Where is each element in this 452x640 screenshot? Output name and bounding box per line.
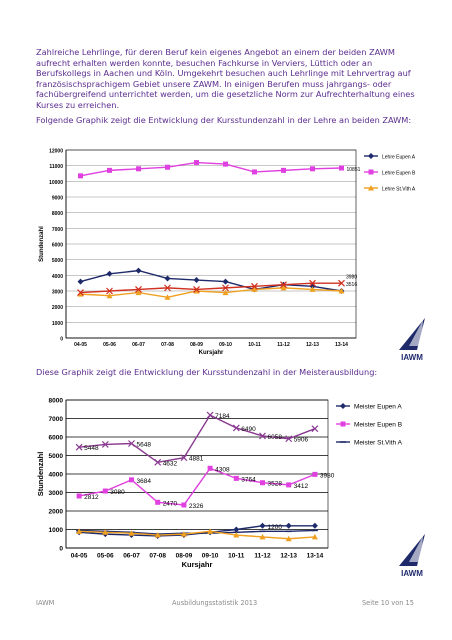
chart2-legend-2-label: Meister St.Vith A — [354, 439, 402, 447]
chart2-data-label-12: 2326 — [188, 502, 204, 510]
chart2-data-label-3: 4881 — [188, 455, 204, 463]
chart1-data-label-2: 3516 — [346, 281, 358, 288]
chart1-xtick-2: 06-07 — [132, 342, 145, 348]
chart2-series-1-point-1 — [103, 489, 108, 494]
chart2-series-1-point-2 — [129, 477, 134, 482]
chart2-series-1-point-9 — [312, 472, 317, 477]
chart1-xtick-3: 07-08 — [161, 342, 174, 348]
paragraph-chart2-caption: Diese Graphik zeigt die Entwicklung der Kursstundenzahl in der Meisterausbildung: — [36, 367, 378, 377]
chart2-legend-1-label: Meister Eupen B — [354, 421, 403, 429]
chart-lehre-kursstunden — [34, 140, 444, 356]
chart2-xtick-7: 11-12 — [254, 552, 271, 560]
chart1-ytick-6: 6000 — [51, 242, 63, 249]
chart2-data-label-14: 3764 — [241, 476, 256, 484]
chart2-ylabel: Stundenzahl — [36, 451, 45, 497]
chart1-legend-1-marker — [369, 170, 374, 175]
chart2-ytick-8: 8000 — [48, 397, 63, 405]
footer-center: Ausbildungsstatistik 2013 — [172, 599, 258, 607]
chart2-ytick-2: 2000 — [48, 508, 63, 516]
chart2-data-label-1: 5648 — [136, 441, 151, 449]
chart1-xtick-6: 10-11 — [248, 342, 261, 348]
chart2-data-label-18: 1200 — [267, 523, 282, 531]
chart1-series-0-point-2 — [136, 268, 142, 274]
chart1-ytick-9: 9000 — [51, 195, 63, 202]
chart2-series-0-point-9 — [312, 523, 318, 529]
chart2-series-1-point-5 — [208, 466, 213, 471]
chart1-ytick-8: 8000 — [51, 211, 63, 218]
chart1-ytick-4: 4000 — [51, 273, 63, 280]
logo-text-2: IAWM — [401, 569, 423, 578]
chart2-series-1-point-4 — [181, 502, 186, 507]
chart2-ytick-4: 4000 — [48, 471, 63, 479]
chart1-legend-0-label: Lehre Eupen A — [382, 154, 416, 161]
chart1-series-0-point-4 — [194, 277, 200, 283]
iawm-logo — [395, 316, 429, 364]
chart1-legend-0-marker — [368, 153, 374, 159]
chart2-ytick-0: 0 — [59, 545, 63, 553]
chart1-ytick-12: 12000 — [49, 148, 63, 155]
chart2-xtick-4: 08-09 — [175, 552, 193, 560]
chart2-data-label-8: 2812 — [84, 493, 99, 501]
chart1-series-0-point-1 — [107, 271, 113, 277]
chart2-xtick-8: 12-13 — [280, 552, 298, 560]
chart2-xtick-3: 07-08 — [149, 552, 167, 560]
chart1-legend-1-label: Lehre Eupen B — [382, 170, 416, 177]
chart2-data-label-4: 7184 — [215, 413, 230, 421]
chart2-series-1-point-8 — [286, 482, 291, 487]
chart2-data-label-10: 3684 — [136, 477, 151, 485]
chart1-xtick-1: 05-06 — [103, 342, 116, 348]
chart2-series-3-point-9 — [312, 426, 318, 432]
chart1-ytick-1: 1000 — [51, 320, 63, 327]
chart1-series-1-point-2 — [136, 166, 141, 171]
chart2-data-label-5: 6490 — [241, 425, 256, 433]
chart2-series-3-point-5 — [207, 412, 213, 418]
chart2-xtick-9: 13-14 — [306, 552, 324, 560]
chart2-data-label-0: 5448 — [84, 445, 99, 453]
paragraph-chart1-caption: Folgende Graphik zeigt die Entwicklung der Kursstundenzahl in der Lehre an beiden ZAWM: — [36, 115, 412, 125]
chart2-ytick-3: 3000 — [48, 490, 63, 497]
chart1-ylabel: Stundenzahl — [39, 226, 45, 262]
chart2-data-label-2: 4632 — [162, 460, 178, 468]
chart1-xtick-9: 13-14 — [335, 342, 348, 348]
chart2-series-1-point-6 — [234, 476, 239, 481]
chart1-legend-2-label: Lehre St.Vith A — [382, 186, 416, 193]
chart2-series-0-point-7 — [260, 523, 266, 529]
chart1-data-label-1: 3980 — [346, 274, 358, 281]
iawm-logo-2 — [395, 532, 429, 580]
chart1-data-label-0: 10851 — [346, 167, 361, 174]
chart2-data-label-15: 3528 — [267, 480, 282, 488]
chart2-ytick-6: 6000 — [48, 434, 63, 442]
chart1-ytick-11: 11000 — [49, 164, 63, 171]
paragraph-intro: Zahlreiche Lehrlinge, für deren Beruf kein eigenes Angebot an einem der beiden ZAWM aufrecht erhalten werden konnte, besuchen Fachkurse in Verviers, Lüttich oder an Berufskollegs in Aachen und Köln. Umgekehrt besuchen auch Lehrlinge mit Lehrvertrag auf französischsprachigem Gebiet unsere ZAWM. In einigen Berufen muss jahrgangs- oder fachübergreifend unterrichtet werden, um die gesetzliche Norm zur Aufrechterhaltung eines Kurses zu erreichen. — [36, 47, 415, 110]
chart2-data-label-17: 3980 — [319, 472, 335, 480]
logo-text: IAWM — [401, 353, 423, 362]
chart1-xlabel: Kursjahr — [198, 350, 224, 356]
chart1-xtick-0: 04-05 — [74, 342, 87, 348]
chart1-xtick-8: 12-13 — [306, 342, 319, 348]
chart1-xtick-5: 09-10 — [219, 342, 232, 348]
chart1-xtick-4: 08-09 — [190, 342, 203, 348]
chart1-series-1-point-0 — [78, 173, 83, 178]
chart2-data-label-13: 4308 — [215, 466, 230, 474]
chart1-series-1-point-5 — [223, 162, 228, 167]
chart1-ytick-10: 10000 — [49, 179, 63, 186]
chart1-series-0-point-0 — [78, 279, 84, 285]
chart2-xlabel: Kursjahr — [181, 560, 213, 569]
chart2-legend-1-marker — [341, 422, 346, 427]
chart2-ytick-1: 1000 — [48, 527, 63, 534]
chart2-ytick-7: 7000 — [48, 416, 63, 423]
chart2-ytick-5: 5000 — [48, 453, 63, 460]
chart2-xtick-5: 09-10 — [201, 552, 219, 560]
chart1-series-1-line — [81, 163, 342, 176]
chart1-xtick-7: 11-12 — [277, 342, 290, 348]
chart2-data-label-11: 2470 — [162, 500, 178, 508]
chart2-legend-0-marker — [340, 403, 346, 409]
chart2-data-label-16: 3412 — [293, 482, 309, 490]
iawm-logo-mark — [395, 316, 429, 364]
chart2-xtick-1: 05-06 — [96, 552, 114, 560]
chart1-ytick-2: 2000 — [51, 305, 63, 312]
chart1-series-1-point-7 — [281, 168, 286, 173]
chart2-data-label-6: 6058 — [267, 433, 282, 441]
chart2-legend-0-label: Meister Eupen A — [354, 403, 402, 411]
chart2-series-1-point-7 — [260, 480, 265, 485]
chart2-series-0-point-8 — [286, 523, 292, 529]
chart2-xtick-2: 06-07 — [123, 552, 140, 560]
chart1-ytick-0: 0 — [60, 336, 63, 343]
chart1-series-0-line — [81, 271, 342, 291]
chart2-series-1-point-0 — [77, 493, 82, 498]
chart1-ytick-7: 7000 — [51, 226, 63, 233]
chart1-series-1-point-3 — [165, 165, 170, 170]
chart2-data-label-7: 5906 — [293, 436, 309, 444]
chart2-xtick-0: 04-05 — [70, 552, 88, 560]
chart2-xtick-6: 10-11 — [228, 552, 245, 560]
chart2-data-label-9: 3080 — [110, 489, 125, 497]
chart1-ytick-3: 3000 — [51, 289, 63, 296]
chart1-series-1-point-1 — [107, 168, 112, 173]
chart2-series-1-point-3 — [155, 500, 160, 505]
chart1-series-1-point-9 — [339, 166, 344, 171]
iawm-logo-mark-2 — [395, 532, 429, 580]
chart1-ytick-5: 5000 — [51, 258, 63, 265]
footer-page-number: Seite 10 von 15 — [362, 599, 414, 607]
chart1-series-1-point-8 — [310, 166, 315, 171]
chart-meister-kursstunden — [34, 390, 444, 585]
chart1-series-0-point-3 — [165, 275, 171, 281]
chart1-series-0-point-5 — [223, 279, 229, 285]
footer-left: IAWM — [36, 599, 55, 607]
chart1-series-1-point-4 — [194, 160, 199, 165]
chart1-series-1-point-6 — [252, 169, 257, 174]
